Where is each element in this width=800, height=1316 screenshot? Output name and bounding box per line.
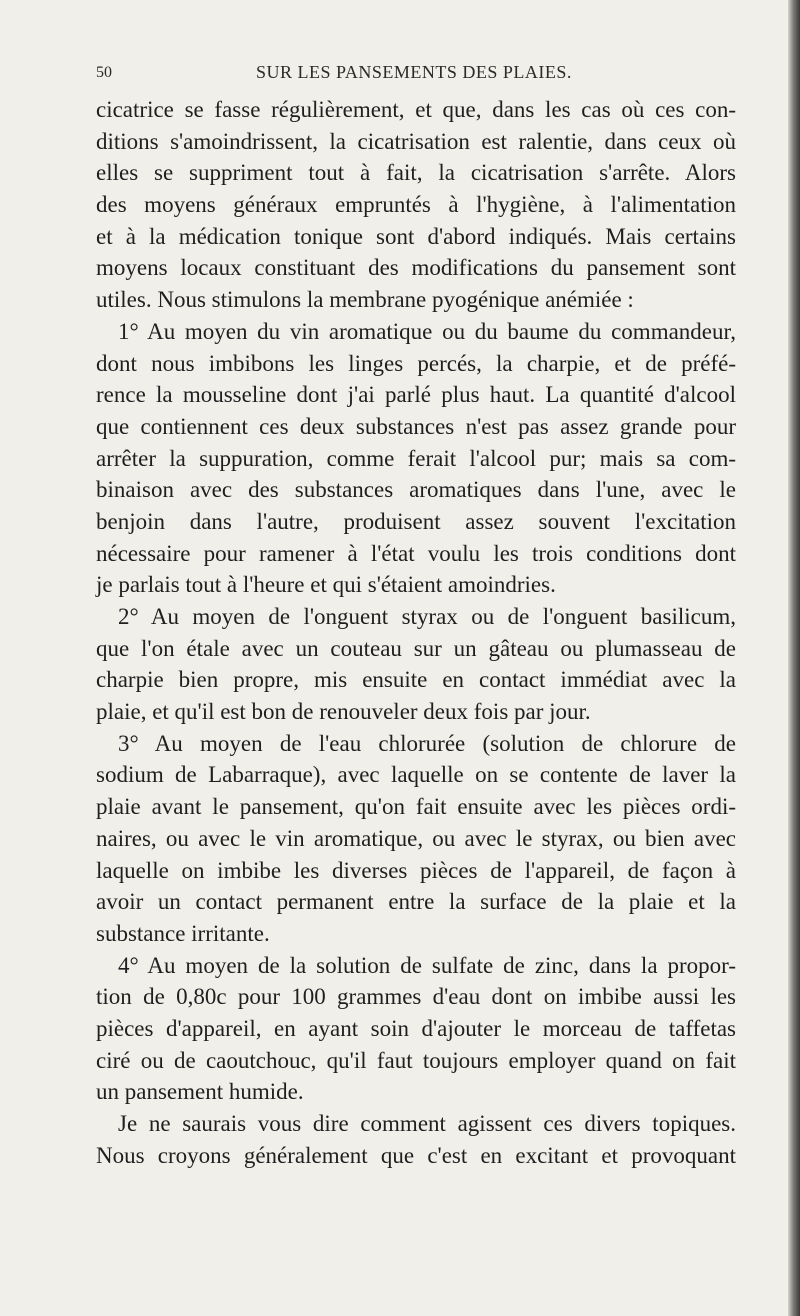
text-line: dont nous imbibons les linges percés, la charpie, et de préfé-	[96, 350, 736, 376]
text-line: rence la mousseline dont j'ai parlé plus haut. La quantité d'alcool	[96, 382, 736, 408]
text-line: 4° Au moyen de la solution de sulfate de zinc, dans la propor-	[118, 952, 736, 978]
text-line: que l'on étale avec un couteau sur un gâteau ou plumasseau de	[96, 635, 736, 661]
text-line: ditions s'amoindrissent, la cicatrisation est ralentie, dans ceux où	[96, 128, 736, 154]
body-text	[96, 94, 736, 1171]
text-line: substance irritante.	[96, 920, 270, 946]
text-line: tion de 0,80c pour 100 grammes d'eau dont on imbibe aussi les	[96, 984, 736, 1010]
text-line: je parlais tout à l'heure et qui s'étaient amoindries.	[96, 572, 556, 598]
text-line: 3° Au moyen de l'eau chlorurée (solution de chlorure de	[118, 730, 736, 756]
text-line: des moyens généraux empruntés à l'hygiène, à l'alimentation	[96, 192, 736, 218]
text-line: 1° Au moyen du vin aromatique ou du baume du commandeur,	[118, 318, 736, 344]
text-line: pièces d'appareil, en ayant soin d'ajouter le morceau de taffetas	[96, 1015, 736, 1041]
page-header	[96, 58, 736, 88]
text-line: moyens locaux constituant des modifications du pansement sont	[96, 255, 736, 281]
text-line: arrêter la suppuration, comme ferait l'alcool pur; mais sa com-	[96, 445, 736, 471]
text-line: binaison avec des substances aromatiques dans l'une, avec le	[96, 477, 736, 503]
text-line: Nous croyons généralement que c'est en excitant et provoquant	[96, 1142, 736, 1168]
text-line: que contiennent ces deux substances n'est pas assez grande pour	[96, 413, 736, 439]
text-line: charpie bien propre, mis ensuite en contact immédiat avec la	[96, 667, 736, 693]
text-line: plaie, et qu'il est bon de renouveler deux fois par jour.	[96, 699, 591, 725]
text-line: et à la médication tonique sont d'abord indiqués. Mais certains	[96, 223, 736, 249]
text-line: ciré ou de caoutchouc, qu'il faut toujours employer quand on fait	[96, 1047, 736, 1073]
text-line: 2° Au moyen de l'onguent styrax ou de l'onguent basilicum,	[118, 604, 736, 629]
text-line: sodium de Labarraque), avec laquelle on se contente de laver la	[96, 762, 736, 788]
text-line: utiles. Nous stimulons la membrane pyogénique anémiée :	[96, 287, 634, 313]
running-title: SUR LES PANSEMENTS DES PLAIES.	[256, 62, 572, 82]
text-line: nécessaire pour ramener à l'état voulu les trois conditions dont	[96, 540, 736, 566]
text-line: cicatrice se fasse régulièrement, et que, dans les cas où ces con-	[96, 97, 736, 122]
text-line: elles se suppriment tout à fait, la cicatrisation s'arrête. Alors	[96, 160, 736, 186]
text-line: plaie avant le pansement, qu'on fait ensuite avec les pièces ordi-	[96, 794, 736, 820]
book-spine-shadow	[788, 0, 800, 1316]
text-line: benjoin dans l'autre, produisent assez souvent l'excitation	[96, 508, 736, 534]
text-line: avoir un contact permanent entre la surface de la plaie et la	[96, 889, 736, 915]
text-line: Je ne saurais vous dire comment agissent ces divers topiques.	[118, 1111, 736, 1136]
text-line: naires, ou avec le vin aromatique, ou avec le styrax, ou bien avec	[96, 825, 736, 851]
page-number: 50	[96, 64, 112, 81]
text-line: un pansement humide.	[96, 1079, 304, 1105]
text-line: laquelle on imbibe les diverses pièces de l'appareil, de façon à	[96, 857, 736, 883]
